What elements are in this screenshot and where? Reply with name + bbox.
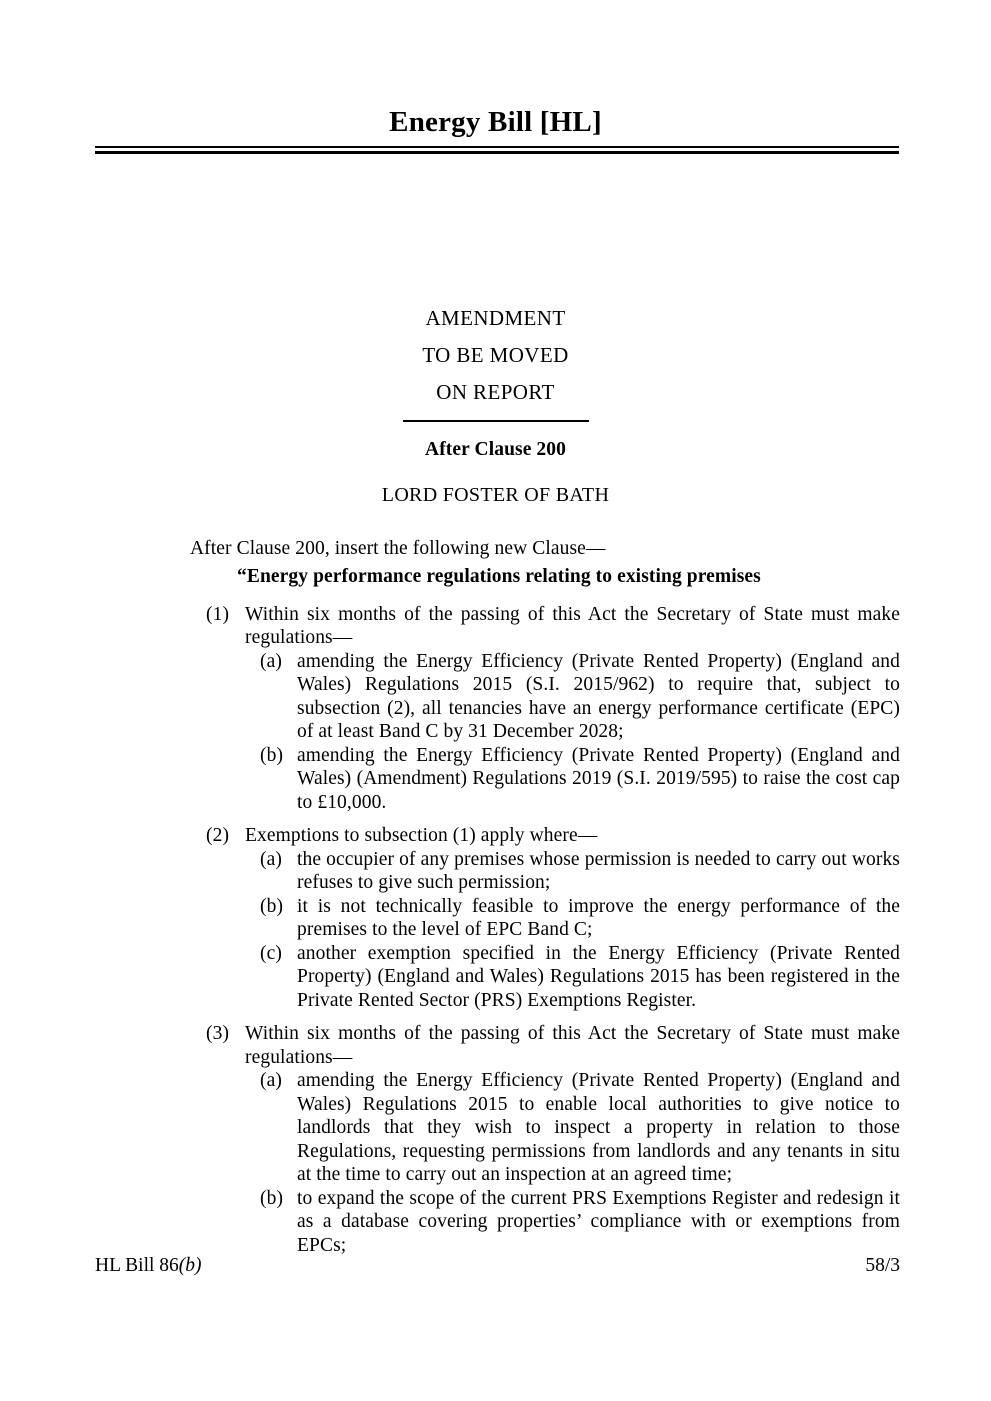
clause-1-item-a: [260, 650, 900, 744]
item-number: (b): [260, 1187, 284, 1209]
item-text: to expand the scope of the current PRS Exemptions Register and redesign it as a database covering properties’ compliance with or exemptions from EPCs;: [297, 1187, 900, 1256]
clause-3-item-a: [260, 1069, 900, 1187]
clause-2-item-b: [260, 895, 900, 942]
item-number: (c): [260, 942, 282, 964]
clause-3: [206, 1022, 900, 1069]
notice-line-amendment: AMENDMENT: [425, 306, 566, 330]
clause-text: Within six months of the passing of this Act the Secretary of State must make regulations—: [245, 603, 900, 648]
title-rule: [95, 146, 899, 154]
clause-1: [206, 603, 900, 650]
item-number: (b): [260, 895, 284, 917]
clause-2-item-a: [260, 848, 900, 895]
page-title: Energy Bill [HL]: [389, 106, 602, 138]
clause-3-item-b: [260, 1187, 900, 1258]
item-text: the occupier of any premises whose permission is needed to carry out works refuses to give such permission;: [297, 848, 900, 893]
clause-text: Within six months of the passing of this Act the Secretary of State must make regulations—: [245, 1023, 900, 1068]
clause-number: (2): [206, 825, 230, 846]
item-text: it is not technically feasible to improve the energy performance of the premises to the level of EPC Band C;: [297, 895, 900, 940]
bill-number-roman: HL Bill 86: [95, 1255, 179, 1276]
page-footer: [95, 1255, 900, 1277]
notice-rule: [403, 420, 589, 422]
mover-name: LORD FOSTER OF BATH: [381, 483, 610, 506]
amendment-instruction: After Clause 200, insert the following new Clause—: [190, 537, 606, 559]
new-clause-heading: “Energy performance regulations relating to existing premises: [237, 566, 761, 587]
clause-number: (3): [206, 1023, 230, 1044]
bill-number: [95, 1255, 202, 1277]
clause-2-item-c: [260, 942, 900, 1013]
clause-2: [206, 824, 900, 848]
item-text: another exemption specified in the Energy Efficiency (Private Rented Property) (England and Wales) Regulations 2015 has been registered in the Private Rented Sector (PRS) Exemptions Register.: [297, 942, 900, 1011]
item-number: (a): [260, 848, 282, 870]
clause-reference: After Clause 200: [425, 439, 566, 460]
clause-text: Exemptions to subsection (1) apply where—: [245, 825, 598, 846]
item-text: amending the Energy Efficiency (Private Rented Property) (England and Wales) Regulations 2015 to enable local authorities to give notice to landlords that they wish to inspect a property in relation to those Regulations, requesting permissions from landlords and any tenants in situ at the time to carry out an inspection at an agreed time;: [297, 1070, 900, 1185]
item-number: (a): [260, 650, 282, 672]
amendment-notice: [0, 300, 991, 411]
notice-line-on-report: ON REPORT: [436, 380, 555, 404]
item-text: amending the Energy Efficiency (Private Rented Property) (England and Wales) (Amendment) Regulations 2019 (S.I. 2019/595) to raise the cost cap to £10,000.: [297, 744, 900, 813]
item-number: (a): [260, 1070, 282, 1091]
item-text: amending the Energy Efficiency (Private Rented Property) (England and Wales) Regulations 2015 (S.I. 2015/962) to require that, subject to subsection (2), all tenancies have an energy performance certificate (EPC) of at least Band C by 31 December 2028;: [297, 650, 900, 742]
item-number: (b): [260, 744, 284, 766]
notice-line-to-be-moved: TO BE MOVED: [422, 343, 569, 367]
clause-1-item-b: [260, 744, 900, 815]
clause-number: (1): [206, 603, 230, 625]
amendment-sheet-number: 58/3: [865, 1255, 900, 1276]
bill-number-suffix: (b): [178, 1255, 202, 1276]
